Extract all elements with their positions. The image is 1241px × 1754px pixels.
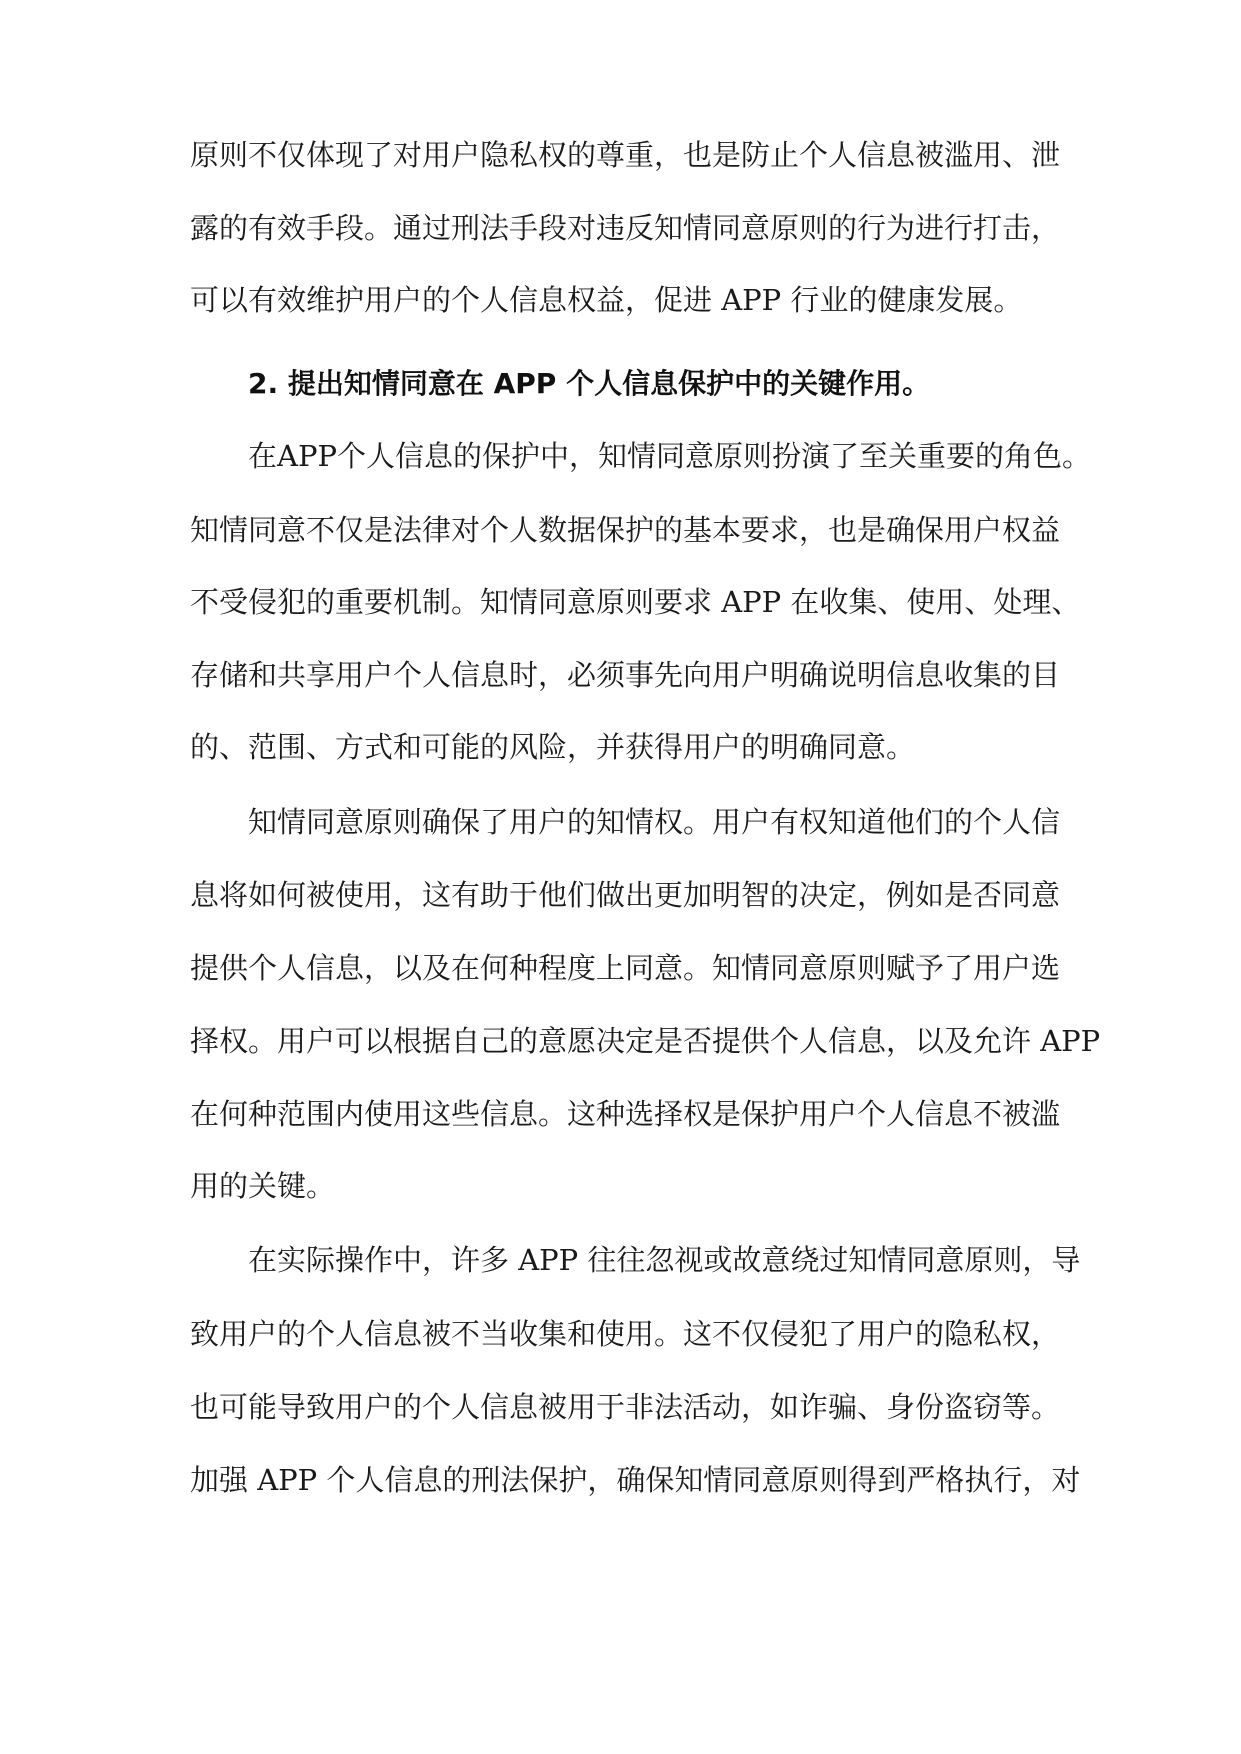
paragraph-4-line-4: 加强 APP 个人信息的刑法保护，确保知情同意原则得到严格执行，对 [190,1463,1081,1497]
paragraph-2-line-2: 知情同意不仅是法律对个人数据保护的基本要求，也是确保用户权益 [190,513,1061,547]
paragraph-3-line-5: 在何种范围内使用这些信息。这种选择权是保护用户个人信息不被滥 [190,1097,1061,1131]
paragraph-2-line-1: 在APP个人信息的保护中，知情同意原则扮演了至关重要的角色。 [248,439,1091,473]
paragraph-2-line-4: 存储和共享用户个人信息时，必须事先向用户明确说明信息收集的目 [190,658,1061,692]
paragraph-3-line-3: 提供个人信息，以及在何种程度上同意。知情同意原则赋予了用户选 [190,951,1061,985]
paragraph-1-line-2: 露的有效手段。通过刑法手段对违反知情同意原则的行为进行打击， [190,211,1061,245]
paragraph-4-line-3: 也可能导致用户的个人信息被用于非法活动，如诈骗、身份盗窃等。 [190,1390,1061,1424]
paragraph-3-line-2: 息将如何被使用，这有助于他们做出更加明智的决定，例如是否同意 [190,878,1061,912]
paragraph-2-line-5: 的、范围、方式和可能的风险，并获得用户的明确同意。 [190,730,916,764]
paragraph-4-line-2: 致用户的个人信息被不当收集和使用。这不仅侵犯了用户的隐私权， [190,1317,1061,1351]
paragraph-1-line-1: 原则不仅体现了对用户隐私权的尊重，也是防止个人信息被滥用、泄 [190,138,1061,172]
section-heading: 2. 提出知情同意在 APP 个人信息保护中的关键作用。 [248,367,931,400]
paragraph-3-line-4: 择权。用户可以根据自己的意愿决定是否提供个人信息，以及允许 APP [190,1024,1101,1058]
paragraph-3-line-1: 知情同意原则确保了用户的知情权。用户有权知道他们的个人信 [248,805,1061,839]
paragraph-1-line-3: 可以有效维护用户的个人信息权益，促进 APP 行业的健康发展。 [190,283,1023,317]
paragraph-4-line-1: 在实际操作中，许多 APP 往往忽视或故意绕过知情同意原则，导 [248,1243,1081,1277]
paragraph-2-line-3: 不受侵犯的重要机制。知情同意原则要求 APP 在收集、使用、处理、 [190,585,1081,619]
paragraph-3-line-6: 用的关键。 [190,1169,336,1203]
